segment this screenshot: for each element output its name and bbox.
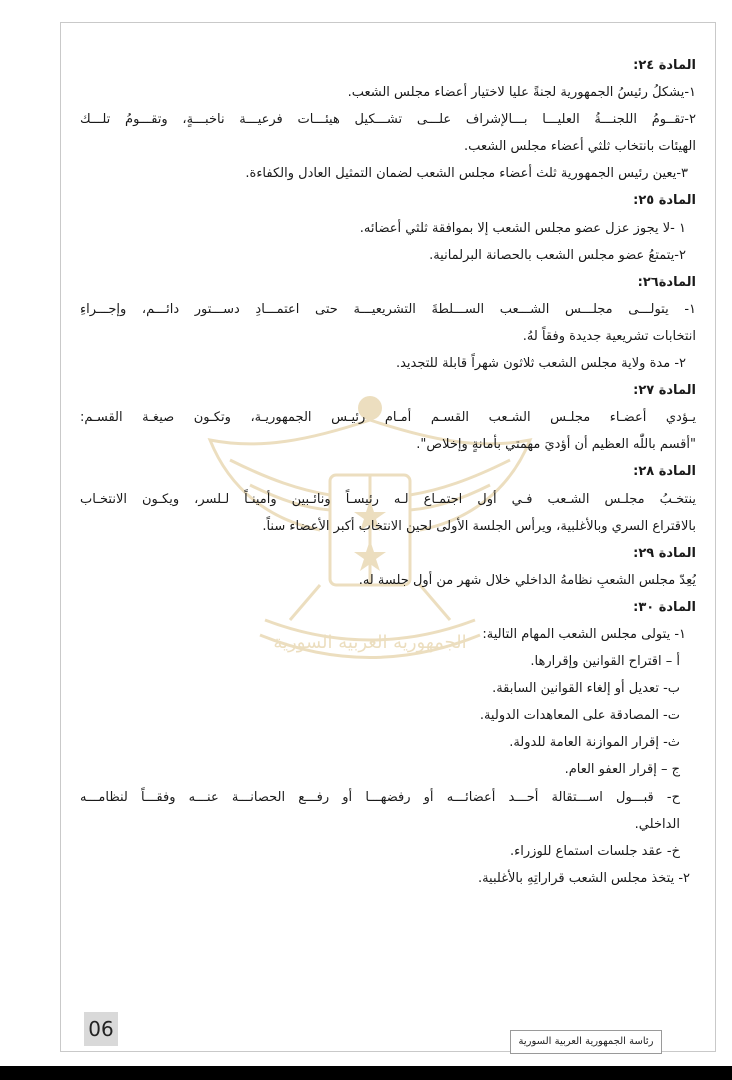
list-item: ١- يتولى مجلس الشعب المهام التالية: bbox=[482, 626, 686, 642]
list-item: أ – اقتراح القوانين وإقرارها. bbox=[530, 654, 680, 670]
paragraph-line: ١- يتولـــى مجلـــس الشـــعب الســـلطةَ التشريعيـــة حتى اعتمـــادِ دســـتور دائـــم، وإجـــراءِ bbox=[80, 301, 696, 317]
list-item: خ- عقد جلسات استماع للوزراء. bbox=[510, 843, 680, 859]
article-heading: المادة ٢٩: bbox=[633, 545, 696, 561]
article-heading: المادة٢٦: bbox=[637, 274, 696, 290]
list-item: ٢- يتخذ مجلس الشعب قراراتِهِ بالأغلبية. bbox=[477, 870, 690, 886]
article-heading: المادة ٣٠: bbox=[633, 599, 696, 615]
bottom-bar bbox=[0, 1066, 732, 1080]
paragraph-line: ١ -لا يجوز عزل عضو مجلس الشعب إلا بموافقة ثلثي أعضائه. bbox=[359, 220, 686, 236]
paragraph-line: انتخابات تشريعية جديدة وفقاً لهُ. bbox=[522, 328, 696, 344]
list-item: ح- قبـــول اســـتقالة أحـــد أعضائـــه أو رفضهـــا أو رفـــع الحصانـــة عنـــه وفقـــاً لنظامـــه bbox=[80, 789, 680, 805]
list-item: ب- تعديل أو إلغاء القوانين السابقة. bbox=[492, 681, 680, 697]
document-body bbox=[80, 52, 696, 892]
article-heading: المادة ٢٥: bbox=[633, 193, 696, 209]
article-heading: المادة ٢٧: bbox=[633, 383, 696, 399]
paragraph-line: ينتخـبُ مجلـس الشـعب فـي أول اجتمـاع لـه رئيسـاً ونائـبين وأمينـاً لـلسر، ويكـون الانتخـاب bbox=[80, 491, 696, 507]
paragraph-line: يـؤدي أعضـاء مجلـس الشـعب القسـم أمـام رئيـس الجمهوريـة، وتكـون صيغـة القسـم: bbox=[80, 410, 696, 426]
paragraph-line: ٢- مدة ولاية مجلس الشعب ثلاثون شهراً قابلة للتجديد. bbox=[395, 356, 686, 372]
watermark-text: الجمهورية العربية السورية bbox=[273, 632, 467, 653]
footer-label: رئاسة الجمهورية العربية السورية bbox=[510, 1030, 662, 1054]
paragraph-line: يُعِدّ مجلس الشعبِ نظامهُ الداخلي خلال شهر من أول جلسة له. bbox=[358, 572, 696, 588]
list-item: الداخلي. bbox=[634, 816, 680, 832]
paragraph-line: بالاقتراع السري وبالأغلبية، ويرأس الجلسة الأولى لحين الانتخاب أكبر الأعضاء سناً. bbox=[262, 518, 696, 534]
list-item: ت- المصادقة على المعاهدات الدولية. bbox=[479, 708, 680, 724]
paragraph-line: ١-يشكلُ رئيسُ الجمهورية لجنةً عليا لاختيار أعضاء مجلس الشعب. bbox=[347, 85, 696, 101]
paragraph-line: ٣-يعين رئيس الجمهورية ثلث أعضاء مجلس الشعب لضمان التمثيل العادل والكفاءة. bbox=[245, 166, 688, 182]
paragraph-line: ٢-تقــومُ اللجنـــةُ العليـــا بـــالإشراف علـــى تشـــكيل هيئـــات فرعيـــة ناخبـــةٍ، وتقـــومُ تلـــك bbox=[80, 112, 696, 128]
article-heading: المادة ٢٨: bbox=[633, 464, 696, 480]
list-item: ج – إقرار العفو العام. bbox=[564, 762, 680, 778]
paragraph-line: "أقسم باللّٰه العظيم أن أؤديَ مهمتي بأمانةٍ وإخلاص". bbox=[416, 437, 696, 453]
paragraph-line: ٢-يتمتعُ عضو مجلس الشعب بالحصانة البرلمانية. bbox=[429, 247, 686, 263]
paragraph-line: الهيئات بانتخاب ثلثي أعضاء مجلس الشعب. bbox=[464, 139, 696, 155]
article-heading: المادة ٢٤: bbox=[633, 58, 696, 73]
list-item: ث- إقرار الموازنة العامة للدولة. bbox=[509, 735, 680, 751]
page-number: 06 bbox=[84, 1012, 118, 1046]
